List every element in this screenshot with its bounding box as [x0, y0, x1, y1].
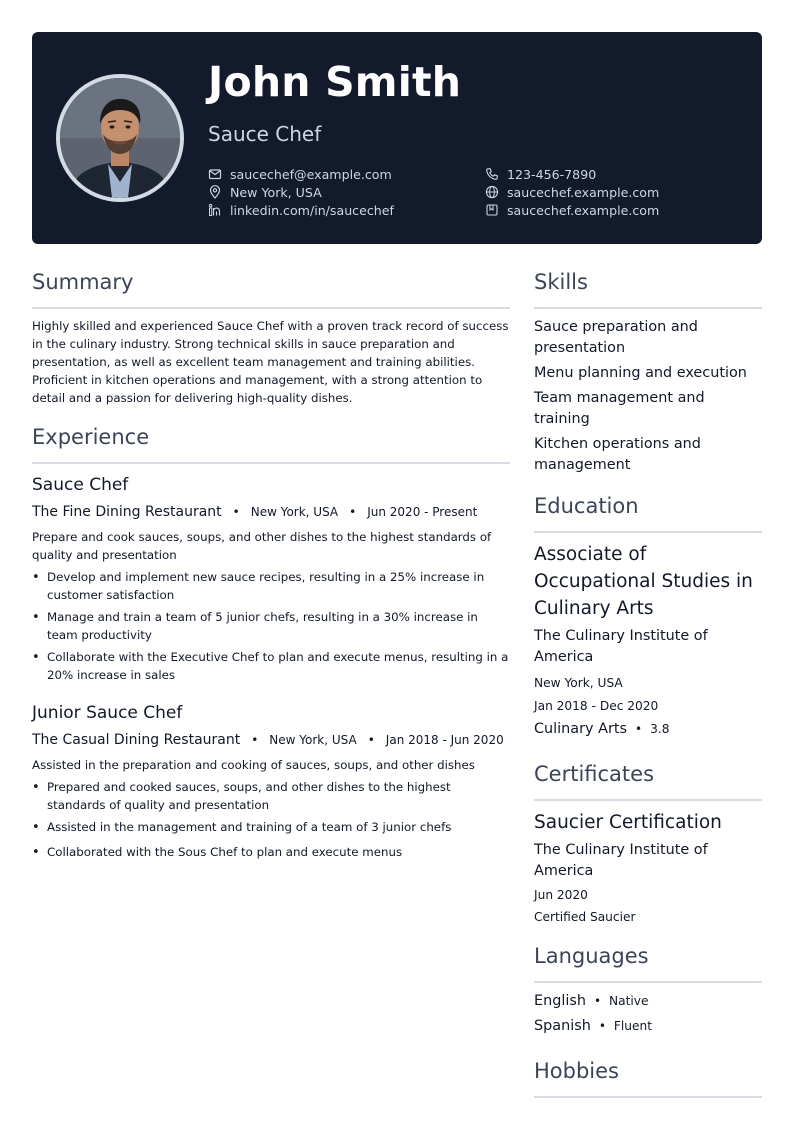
list-item: • Collaborated with the Sous Chef to plan and execute menus [32, 843, 510, 861]
certificate-name: Saucier Certification [534, 812, 722, 833]
skill-item: Team management and training [534, 390, 705, 427]
skills-heading: Skills [534, 270, 588, 294]
job-description: Assisted in the preparation and cooking of sauces, soups, and other dishes [32, 758, 475, 772]
certificate-date: Jun 2020 [534, 888, 588, 902]
contact-email[interactable] [208, 165, 392, 183]
education-degree: Associate of Occupational Studies in Culinary Arts [534, 544, 753, 619]
job-description: Prepare and cook sauces, soups, and other dishes to the highest standards of quality and presentation [32, 530, 492, 562]
certificate-note: Certified Saucier [534, 910, 636, 924]
list-item: • Develop and implement new sauce recipes, resulting in a 25% increase in customer satisfaction [32, 568, 510, 604]
skill-item: Kitchen operations and management [534, 436, 701, 473]
separator-dot: • [367, 733, 375, 747]
avatar [56, 74, 184, 202]
list-item: • Collaborate with the Executive Chef to plan and execute menus, resulting in a 20% increase in sales [32, 648, 510, 684]
languages-divider [534, 981, 762, 983]
job-role: Sauce Chef [208, 122, 322, 146]
education-field-row [534, 721, 669, 737]
website-text: saucechef.example.com [507, 184, 660, 200]
job-dates: Jan 2018 - Jun 2020 [385, 733, 504, 747]
location-text: New York, USA [230, 184, 322, 200]
job-location: New York, USA [250, 505, 339, 519]
language-level: Fluent [613, 1019, 653, 1033]
language-level: Native [609, 994, 649, 1008]
separator-dot: • [349, 505, 357, 519]
globe-icon [485, 185, 499, 199]
phone-icon [485, 167, 499, 181]
job-meta [32, 732, 504, 748]
experience-heading: Experience [32, 425, 150, 449]
language-name: English [534, 993, 586, 1009]
hobbies-divider [534, 1096, 762, 1098]
list-item: • Prepared and cooked sauces, soups, and other dishes to the highest standards of quality and presentation [32, 778, 510, 814]
skill-item: Menu planning and execution [534, 365, 747, 381]
separator-dot: • [635, 722, 643, 736]
skill-item: Sauce preparation and presentation [534, 319, 698, 356]
mail-icon [208, 167, 222, 181]
job-title: Junior Sauce Chef [32, 703, 183, 723]
list-item: • Assisted in the management and training of a team of 3 junior chefs [32, 818, 510, 836]
education-field: Culinary Arts [534, 721, 628, 737]
language-item [534, 1018, 652, 1034]
contact-website[interactable] [485, 183, 659, 201]
contact-phone[interactable] [485, 165, 596, 183]
separator-dot: • [251, 733, 259, 747]
contact-portfolio[interactable] [485, 201, 659, 219]
education-heading: Education [534, 494, 639, 518]
linkedin-text: linkedin.com/in/saucechef [230, 202, 394, 218]
phone-text: 123-456-7890 [507, 166, 597, 182]
contact-location [208, 183, 322, 201]
linkedin-icon [208, 203, 222, 217]
education-gpa: 3.8 [650, 722, 670, 736]
education-dates: Jan 2018 - Dec 2020 [534, 699, 659, 713]
map-pin-icon [208, 185, 222, 199]
job-company: The Fine Dining Restaurant [32, 504, 222, 520]
experience-divider [32, 462, 510, 464]
separator-dot: • [593, 994, 602, 1008]
skills-divider [534, 307, 762, 309]
job-meta [32, 504, 477, 520]
summary-heading: Summary [32, 270, 134, 294]
education-location: New York, USA [534, 676, 623, 690]
list-item: • Manage and train a team of 5 junior chefs, resulting in a 30% increase in team productivity [32, 608, 510, 644]
email-text: saucechef@example.com [230, 166, 392, 182]
hobbies-heading: Hobbies [534, 1059, 619, 1083]
job-location: New York, USA [269, 733, 357, 747]
contact-linkedin[interactable] [208, 201, 394, 219]
separator-dot: • [598, 1019, 606, 1033]
job-company: The Casual Dining Restaurant [32, 732, 241, 748]
profile-photo [60, 78, 180, 198]
education-divider [534, 531, 762, 533]
separator-dot: • [232, 505, 240, 519]
portfolio-text: saucechef.example.com [507, 202, 660, 218]
bookmark-icon [485, 203, 499, 217]
job-dates: Jun 2020 - Present [367, 505, 478, 519]
job-title: Sauce Chef [32, 475, 129, 495]
summary-text: Highly skilled and experienced Sauce Chef with a proven track record of success in the culinary industry. Strong technical skills in sauce preparation and presentation, as well as excellent team management and training abilities. Proficient in kitchen operations and management, with a strong attention to detail and a passion for delivering high-quality dishes. [32, 319, 509, 405]
full-name: John Smith [208, 58, 462, 106]
summary-divider [32, 307, 510, 309]
certificates-divider [534, 799, 762, 801]
certificate-issuer: The Culinary Institute of America [534, 842, 708, 879]
language-name: Spanish [534, 1018, 591, 1034]
language-item [534, 993, 649, 1009]
resume-header [32, 32, 762, 244]
languages-heading: Languages [534, 944, 649, 968]
certificates-heading: Certificates [534, 762, 655, 786]
education-school: The Culinary Institute of America [534, 628, 708, 665]
